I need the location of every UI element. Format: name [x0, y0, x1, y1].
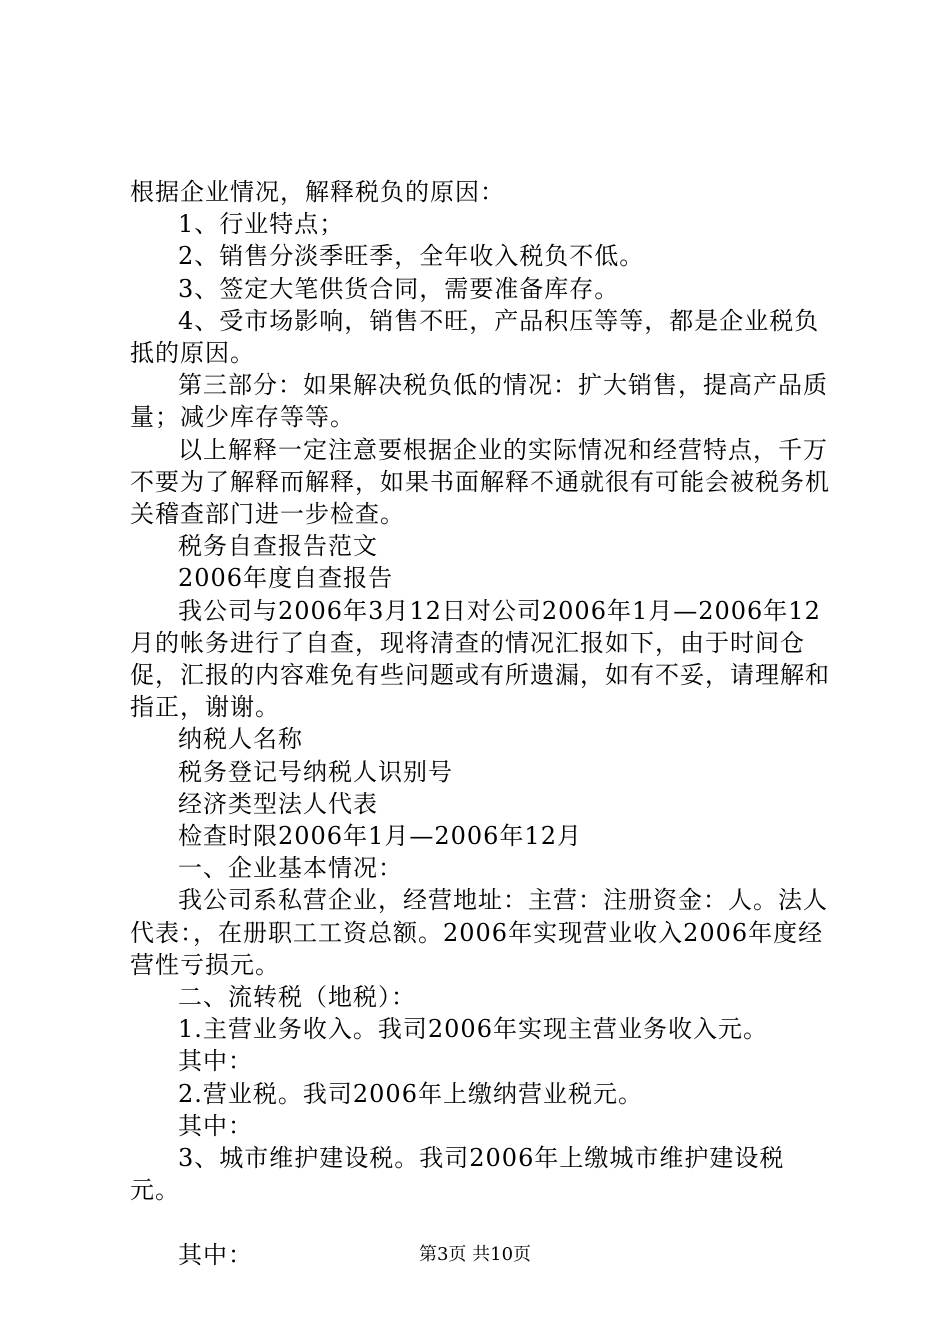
paragraph: 2、销售分淡季旺季，全年收入税负不低。 — [178, 242, 645, 271]
document-body — [130, 176, 830, 1271]
paragraph: 一、企业基本情况： — [178, 854, 403, 883]
paragraph: 我公司与2006年3月12日对公司2006年1月—2006年12月的帐务进行了自查，现将清查的情况汇报如下，由于时间仓促，汇报的内容难免有些问题或有所遗漏，如有不妥，请理解和指正，谢谢。 — [130, 596, 830, 722]
paragraph: 我公司系私营企业，经营地址：主营：注册资金：人。法人代表：，在册职工工资总额。2006年实现营业收入2006年度经营性亏损元。 — [130, 886, 828, 979]
blank-line — [130, 1207, 830, 1239]
paragraph: 其中： — [178, 1047, 253, 1076]
paragraph: 1、行业特点； — [178, 210, 345, 239]
paragraph: 其中： — [178, 1111, 253, 1140]
paragraph: 1.主营业务收入。我司2006年实现主营业务收入元。 — [178, 1015, 768, 1044]
paragraph: 4、受市场影响，销售不旺，产品积压等等，都是企业税负抵的原因。 — [130, 306, 820, 368]
paragraph: 经济类型法人代表 — [178, 789, 378, 818]
paragraph: 2.营业税。我司2006年上缴纳营业税元。 — [178, 1079, 643, 1108]
paragraph: 其中： — [178, 1240, 253, 1269]
paragraph: 检查时限2006年1月—2006年12月 — [178, 822, 582, 851]
paragraph: 3、城市维护建设税。我司2006年上缴城市维护建设税元。 — [130, 1144, 785, 1205]
paragraph: 二、流转税（地税）： — [178, 983, 416, 1012]
paragraph: 2006年度自查报告 — [178, 564, 394, 593]
paragraph: 以上解释一定注意要根据企业的实际情况和经营特点，千万不要为了解释而解释，如果书面解释不通就很有可能会被税务机关稽查部门进一步检查。 — [130, 435, 830, 529]
page-footer: 第3页 共10页 — [418, 1244, 532, 1265]
paragraph: 3、签定大笔供货合同，需要准备库存。 — [178, 274, 620, 303]
paragraph: 纳税人名称 — [178, 725, 303, 754]
paragraph: 第三部分：如果解决税负低的情况：扩大销售，提高产品质量；减少库存等等。 — [130, 371, 828, 432]
paragraph: 根据企业情况，解释税负的原因： — [130, 178, 505, 206]
paragraph: 税务登记号纳税人识别号 — [178, 757, 453, 786]
paragraph: 税务自查报告范文 — [178, 532, 378, 561]
